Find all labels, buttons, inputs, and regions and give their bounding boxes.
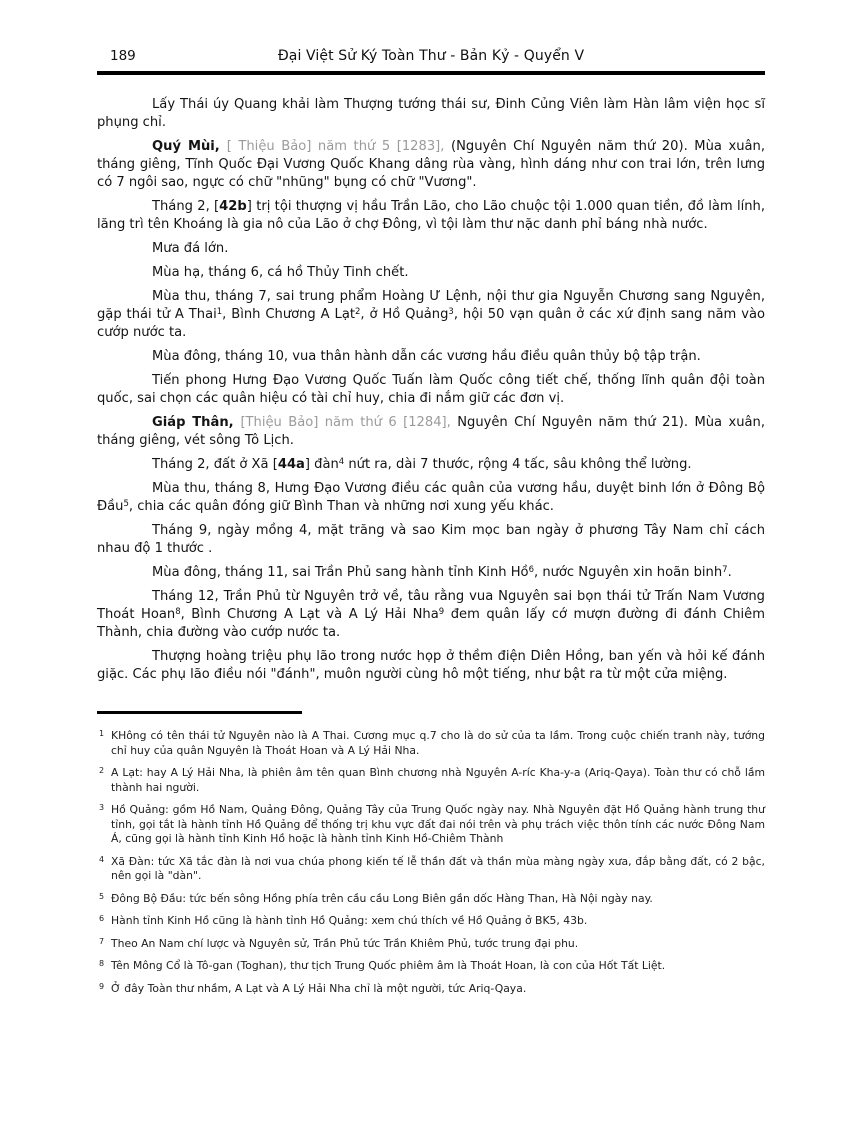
footnote bbox=[97, 855, 765, 884]
footnote-number: 6 bbox=[99, 914, 105, 923]
footnote-text: Theo An Nam chí lược và Nguyên sử, Trần Phủ tức Trần Khiêm Phủ, tước trung đại phu. bbox=[111, 936, 579, 950]
footnote-number: 4 bbox=[99, 854, 105, 864]
footnote-text: Đông Bộ Đầu: tức bến sông Hồng phía trên cầu cầu Long Biên gần dốc Hàng Than, Hà Nội ngày nay. bbox=[111, 891, 653, 905]
page-number: 189 bbox=[110, 48, 136, 64]
footnote-text: Xã Đàn: tức Xã tắc đàn là nơi vua chúa phong kiến tế lễ thần đất và thần mùa màng ngày xưa, đắp bằng đất, có 2 bậc, nên gọi là "dàn". bbox=[111, 854, 765, 882]
footnote-number: 1 bbox=[99, 729, 105, 738]
footnote bbox=[97, 766, 765, 795]
footnote-text: Ở đây Toàn thư nhầm, A Lạt và A Lý Hải Nha chỉ là một người, tức Ariq-Qaya. bbox=[111, 981, 527, 995]
header-rule bbox=[97, 71, 765, 75]
footnote-text: Tên Mông Cổ là Tô-gan (Toghan), thư tịch Trung Quốc phiêm âm là Thoát Hoan, là con của Hốt Tất Liệt. bbox=[111, 959, 666, 972]
footnote-text: Hành tỉnh Kinh Hồ cũng là hành tỉnh Hồ Quảng: xem chú thích về Hồ Quảng ở BK5, 43b. bbox=[111, 914, 588, 927]
footnote-number: 2 bbox=[99, 766, 105, 775]
footnote-list bbox=[97, 729, 765, 996]
footnote bbox=[97, 959, 765, 974]
footnote-ref: 6 bbox=[528, 565, 534, 575]
footnote-separator bbox=[97, 711, 302, 714]
footnote-number: 9 bbox=[99, 981, 105, 991]
footnote bbox=[97, 914, 765, 929]
footnote-ref: 1 bbox=[216, 307, 223, 317]
footnote-ref: 2 bbox=[354, 307, 361, 317]
footnote-ref: 9 bbox=[438, 607, 445, 617]
paragraph: Tháng 2, [42b] trị tội thượng vị hầu Trần Lão, cho Lão chuộc tội 1.000 quan tiền, đồ làm lính, lăng trì tên Khoáng là gia nô của Lão ở chợ Đông, vì tội làm thư nặc danh phỉ báng nhà nước. bbox=[97, 199, 765, 232]
footnote-number: 7 bbox=[99, 936, 105, 946]
paragraph: Lấy Thái úy Quang khải làm Thượng tướng thái sư, Đinh Củng Viên làm Hàn lâm viện học sĩ phụng chỉ. bbox=[97, 97, 765, 130]
running-title: Đại Việt Sử Ký Toàn Thư - Bản Kỷ - Quyển V bbox=[277, 48, 585, 64]
footnote-ref: 5 bbox=[123, 499, 129, 509]
footnote-ref: 4 bbox=[338, 457, 345, 467]
paragraph: Thượng hoàng triệu phụ lão trong nước họp ở thềm điện Diên Hồng, ban yến và hỏi kế đánh giặc. Các phụ lão điều nói "đánh", muôn người cùng hô một tiếng, như bật ra từ một cửa miệng. bbox=[97, 649, 765, 682]
paragraph: Tháng 2, đất ở Xã [44a] đàn$^4$ nứt ra, dài 7 thước, rộng 4 tấc, sâu không thể lường. bbox=[152, 457, 692, 472]
footnote bbox=[97, 982, 765, 997]
footnote-number: 5 bbox=[99, 891, 105, 901]
paragraph: Quý Mùi, [ Thiệu Bảo] năm thứ 5 [1283], (Nguyên Chí Nguyên năm thứ 20). Mùa xuân, tháng giêng, Tĩnh Quốc Đại Vương Quốc Khang dâng rùa vàng, hình dáng như con trai lớn, trên lưng có 7 ngôi sao, ngực có chữ "nhũng" bụng có chữ "Vương". bbox=[97, 139, 766, 190]
footnote-text: KHông có tên thái tử Nguyên nào là A Thai. Cương mục q.7 cho là do sử của ta lầm. Trong cuộc chiến tranh này, tướng chỉ huy của quân Nguyên là Thoát Hoan và A Lý Hải Nha. bbox=[111, 729, 765, 757]
paragraph: Mùa thu, tháng 8, Hưng Đạo Vương điều các quân của vương hầu, duyệt binh lớn ở Đông Bộ Đầu$^5$, chia các quân đóng giữ Bình Than và những nơi xung yếu khác. bbox=[97, 481, 765, 514]
paragraph: Tháng 12, Trần Phủ từ Nguyên trở về, tâu rằng vua Nguyên sai bọn thái tử Trấn Nam Vương Thoát Hoan$^8$, Bình Chương A Lạt và A Lý Hải Nha$^9$ đem quân lấy cớ mượn đường đi đánh Chiêm Thành, chia đường vào cướp nước ta. bbox=[97, 589, 765, 640]
paragraph: Mùa đông, tháng 10, vua thân hành dẫn các vương hầu điều quân thủy bộ tập trận. bbox=[152, 349, 701, 364]
footnote-number: 8 bbox=[99, 959, 105, 968]
paragraph: Tháng 9, ngày mồng 4, mặt trăng và sao Kim mọc ban ngày ở phương Tây Nam chỉ cách nhau độ 1 thước . bbox=[97, 523, 765, 556]
footnote-ref: 7 bbox=[722, 565, 728, 575]
footnote-text: Hồ Quảng: gồm Hồ Nam, Quảng Đông, Quảng Tây của Trung Quốc ngày nay. Nhà Nguyên đặt Hồ Quảng hành trung thư tỉnh, gọi tắt là hành tỉnh Hồ Quảng để thống trị khu vực đất đai nói trên và phụ trách việc thôn tính các nước Đông Nam Á, cũng gọi là hành tỉnh Kinh Hồ hoặc là hành tỉnh Kinh Hồ-Chiêm Thành bbox=[111, 803, 765, 845]
footnote bbox=[97, 729, 765, 758]
paragraph: Giáp Thân, [Thiệu Bảo] năm thứ 6 [1284], Nguyên Chí Nguyên năm thứ 21). Mùa xuân, tháng giêng, vét sông Tô Lịch. bbox=[97, 415, 766, 448]
paragraph: Mùa đông, tháng 11, sai Trần Phủ sang hành tỉnh Kinh Hồ$^6$, nước Nguyên xin hoãn binh$^7$. bbox=[152, 565, 732, 580]
paragraph: Mùa thu, tháng 7, sai trung phẩm Hoàng Ư Lệnh, nội thư gia Nguyễn Chương sang Nguyên, gặp thái tử A Thai$^1$, Bình Chương A Lạt$^2$, ở Hồ Quảng$^3$, hội 50 vạn quân ở các xứ định sang năm vào cướp nước ta. bbox=[97, 289, 765, 340]
paragraph: Mùa hạ, tháng 6, cá hồ Thủy Tinh chết. bbox=[152, 265, 409, 280]
footnote-number: 3 bbox=[99, 803, 105, 812]
footnote bbox=[97, 892, 765, 907]
paragraph: Mưa đá lớn. bbox=[152, 241, 229, 256]
footnote bbox=[97, 803, 765, 847]
paragraph: Tiến phong Hưng Đạo Vương Quốc Tuấn làm Quốc công tiết chế, thống lĩnh quân đội toàn quốc, sai chọn các quân hiệu có tài chỉ huy, chia đi nắm giữ các đơn vị. bbox=[97, 373, 765, 406]
footnote-ref: 3 bbox=[448, 307, 454, 317]
footnote-ref: 8 bbox=[175, 607, 181, 617]
footnote-text: A Lạt: hay A Lý Hải Nha, là phiên âm tên quan Bình chương nhà Nguyên A-ríc Kha-y-a (Ariq-Qaya). Toàn thư có chỗ lầm thành hai người. bbox=[111, 766, 765, 794]
page-header bbox=[97, 48, 765, 68]
footnote bbox=[97, 937, 765, 952]
body-paragraphs bbox=[97, 96, 765, 684]
